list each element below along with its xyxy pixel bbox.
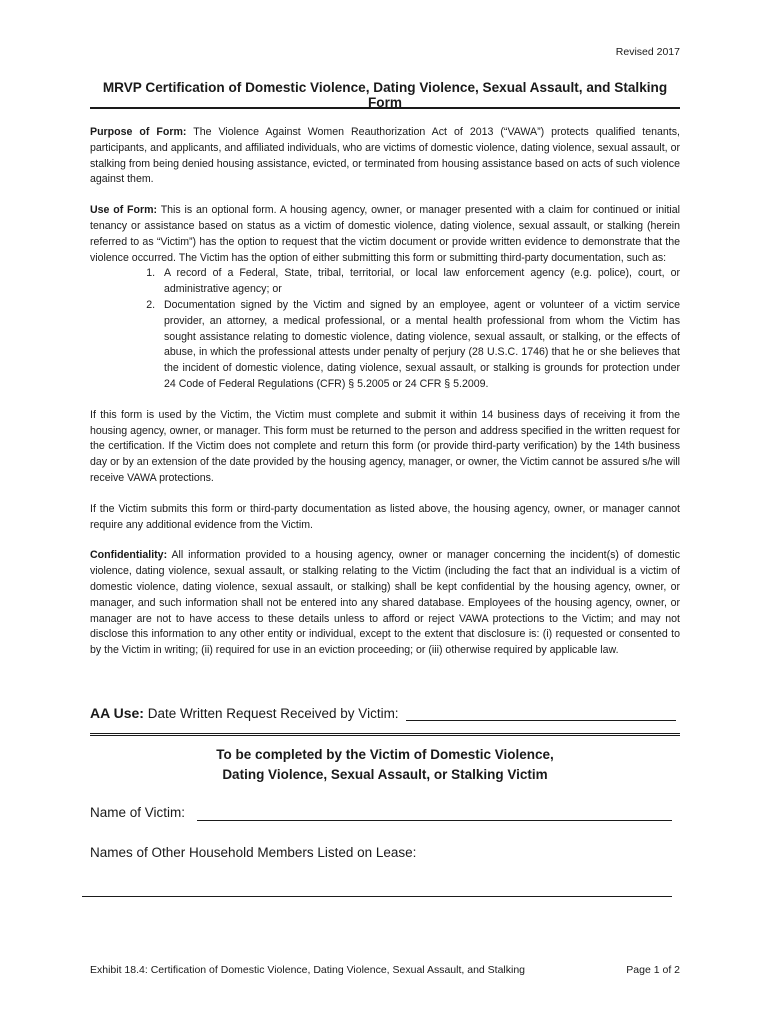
confidentiality-label: Confidentiality:: [90, 549, 168, 562]
purpose-label: Purpose of Form:: [90, 126, 187, 138]
revised-date: Revised 2017: [615, 46, 680, 58]
use-paragraph: [90, 203, 680, 266]
victim-heading-line-1: To be completed by the Victim of Domestic Violence,: [216, 747, 554, 762]
footer-exhibit: Exhibit 18.4: Certification of Domestic Violence, Dating Violence, Sexual Assault, and Stalking: [90, 964, 526, 976]
evidence-paragraph: If the Victim submits this form or third-party documentation as listed above, the housing agency, owner, or manager cannot require any additional evidence from the Victim.: [90, 502, 680, 531]
household-members-field[interactable]: [82, 896, 672, 897]
aa-use-row: [90, 705, 676, 721]
aa-use-label: AA Use:: [90, 705, 144, 721]
victim-heading-line-2: Dating Violence, Sexual Assault, or Stalking Victim: [222, 767, 548, 782]
victim-section-heading: [90, 745, 680, 785]
aa-use-text: Date Written Request Received by Victim:: [147, 706, 399, 721]
form-title: MRVP Certification of Domestic Violence, Dating Violence, Sexual Assault, and Stalking Form: [102, 80, 668, 110]
confidentiality-paragraph: [90, 548, 680, 659]
confidentiality-text: All information provided to a housing agency, owner or manager concerning the incident(s) of domestic violence, dating violence, sexual assault, or stalking relating to the Victim (including the fact that an individual is a victim of domestic violence, dating violence, sexual assault, or stalking) shall be kept confidential by the housing agency, owner, or manager, and such information shall not be entered into any shared database. Employees of the housing agency, owner, or manager are not to have access to these details unless to afford or reject VAWA protections to the Victim; and may not disclose this information to any other entity or individual, except to the extent that disclosure is: (i) requested or consented to by the Victim in writing; (ii) required for use in an eviction proceeding; or (iii) otherwise required by applicable law.: [90, 549, 681, 657]
purpose-text: The Violence Against Women Reauthorization Act of 2013 (“VAWA”) protects qualified tenants, participants, and applicants, and affiliated individuals, who are victims of domestic violence, dating violence, sexual assault, or stalking from being denied housing assistance, evicted, or terminated from housing assistance based on acts of such violence against them.: [90, 126, 680, 186]
list-item: 1. A record of a Federal, State, tribal, territorial, or local law enforcement agency (e.g. police), court, or administrative agency; or: [158, 266, 680, 298]
victim-name-label: Name of Victim:: [90, 805, 186, 820]
title-divider: [90, 107, 680, 109]
victim-name-field[interactable]: [197, 820, 672, 821]
section-divider: [90, 733, 680, 736]
date-received-field[interactable]: [406, 706, 676, 721]
household-members-label: Names of Other Household Members Listed on Lease:: [90, 845, 417, 860]
purpose-paragraph: [90, 125, 680, 188]
submission-paragraph: If this form is used by the Victim, the Victim must complete and submit it within 14 business days of receiving it from the housing agency, owner, or manager. This form must be returned to the person and address specified in the written request for the certification. If the Victim does not complete and return this form (or provide third-party verification) by the 14th business day or by an extension of the date provided by the housing agency, manager, or owner, the Victim cannot be assured s/he will receive VAWA protections.: [90, 408, 680, 484]
list-item: 2. Documentation signed by the Victim and signed by an employee, agent or volunteer of a victim service provider, an attorney, a medical professional, or a mental health professional from whom the Victim has sought assistance relating to domestic violence, dating violence, sexual assault, or stalking, or the effects of abuse, in which the professional attests under penalty of perjury (28 U.S.C. 1746) that he or she believes that the incident of domestic violence, dating violence, sexual assault, or stalking is grounds for protection under 24 Code of Federal Regulations (CFR) § 5.2005 or 24 CFR § 5.2009.: [158, 298, 680, 393]
use-label: Use of Form:: [90, 204, 158, 217]
form-body: [90, 110, 680, 659]
documentation-list: [90, 266, 680, 392]
use-text: This is an optional form. A housing agency, owner, or manager presented with a claim for continued or initial tenancy or assistance based on status as a victim of domestic violence, dating violence, sexual assault, or stalking (herein referred to as “Victim”) has the option to request that the victim document or provide written evidence to demonstrate that the violence occurred. The Victim has the option of either submitting this form or submitting third-party documentation, such as:: [90, 204, 680, 264]
page-number: Page 1 of 2: [626, 964, 680, 976]
